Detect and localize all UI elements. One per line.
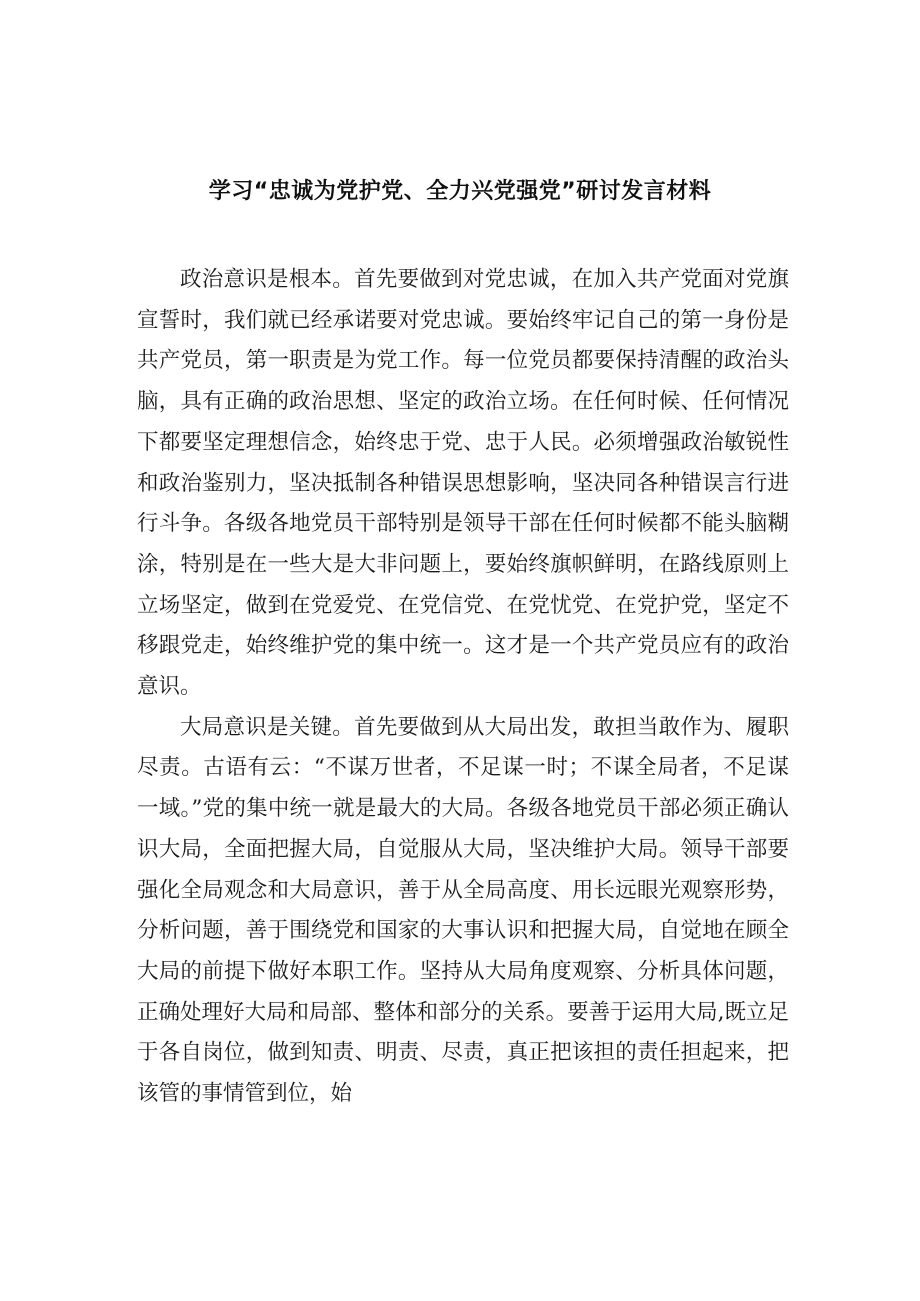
paragraph-overall-awareness: 大局意识是关键。首先要做到从大局出发，敢担当敢作为、履职尽责。古语有云：“不谋万世者，不足谋一时；不谋全局者，不足谋一域。”党的集中统一就是最大的大局。各级各地党员干部必须正确认识大局，全面把握大局，自觉服从大局，坚决维护大局。领导干部要强化全局观念和大局意识，善于从全局高度、用长远眼光观察形势，分析问题，善于围绕党和国家的大事认识和把握大局，自觉地在顾全大局的前提下做好本职工作。坚持从大局角度观察、分析具体问题，正确处理好大局和局部、整体和部分的关系。要善于运用大局,既立足于各自岗位，做到知责、明责、尽责，真正把该担的责任担起来，把该管的事情管到位，始: [137, 714, 789, 1107]
document-body: [137, 260, 789, 1115]
paragraph-political-awareness: 政治意识是根本。首先要做到对党忠诚，在加入共产党面对党旗宣誓时，我们就已经承诺要对党忠诚。要始终牢记自己的第一身份是共产党员，第一职责是为党工作。每一位党员都要保持清醒的政治头脑，具有正确的政治思想、坚定的政治立场。在任何时候、任何情况下都要坚定理想信念，始终忠于党、忠于人民。必须增强政治敏锐性和政治鉴别力，坚决抵制各种错误思想影响，坚决同各种错误言行进行斗争。各级各地党员干部特别是领导干部在任何时候都不能头脑糊涂，特别是在一些大是大非问题上，要始终旗帜鲜明，在路线原则上立场坚定，做到在党爱党、在党信党、在党忧党、在党护党，坚定不移跟党走，始终维护党的集中统一。这才是一个共产党员应有的政治意识。: [137, 267, 789, 700]
document-title: 学习“忠诚为党护党、全力兴党强党”研讨发言材料: [208, 179, 712, 204]
